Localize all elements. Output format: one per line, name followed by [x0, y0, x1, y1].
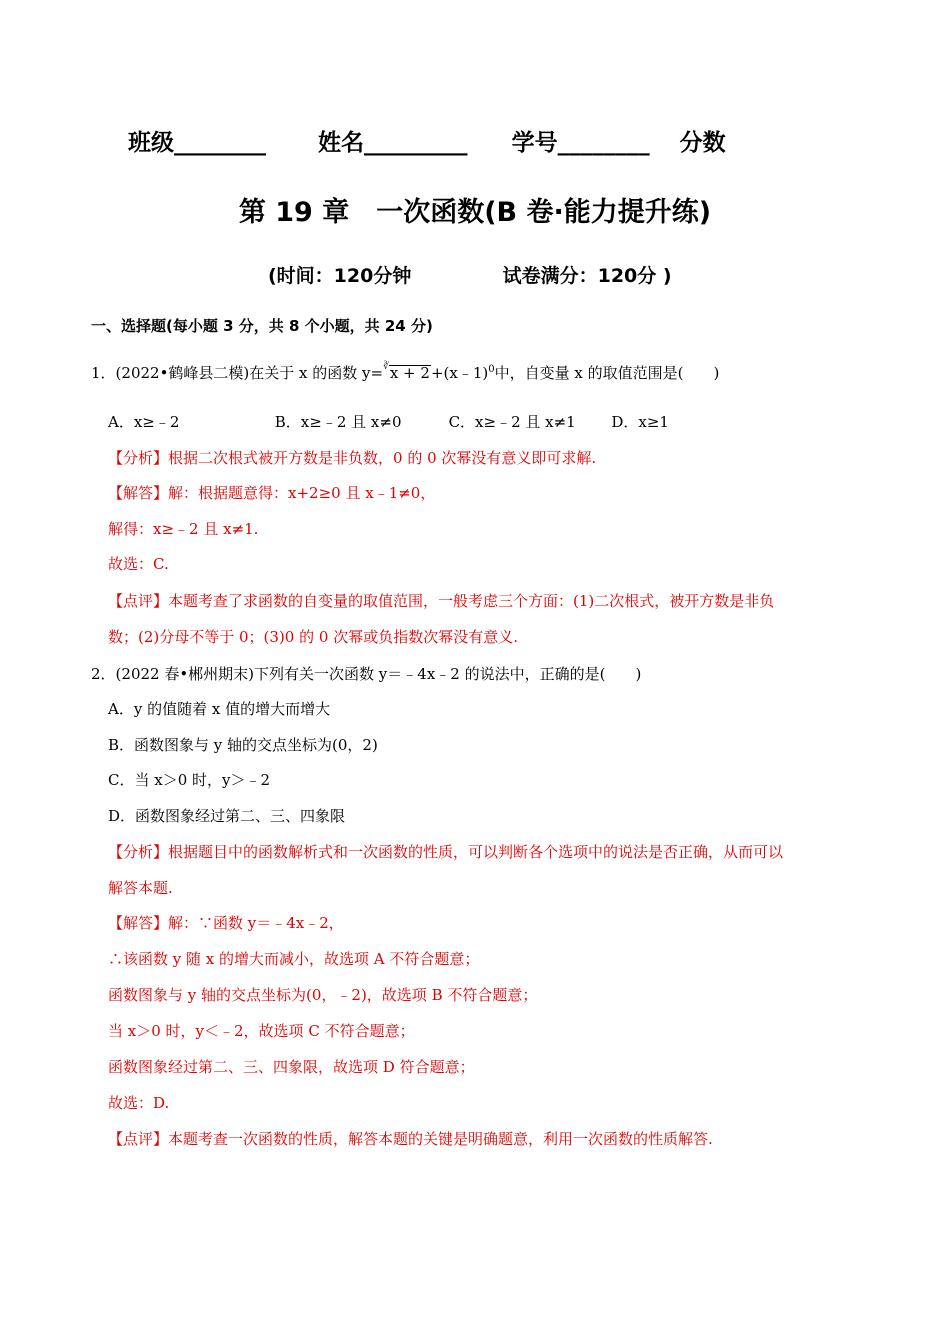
option-a: A．x≥﹣2 [108, 413, 180, 431]
name-label: 姓名_________ [318, 130, 468, 156]
question-1-options [108, 411, 669, 432]
time-limit: (时间：120分钟 [268, 265, 412, 287]
q1-comment: 【点评】本题考查了求函数的自变量的取值范围，一般考虑三个方面：(1)二次根式，被开方数是非负 [108, 592, 775, 610]
student-info-header [128, 124, 726, 157]
q2-answer: 【解答】解：∵函数 y＝﹣4x﹣2， [108, 914, 344, 932]
page-title: 第 19 章 一次函数(B 卷·能力提升练) [238, 197, 712, 228]
q2-answer-line2: ∴该函数 y 随 x 的增大而减小，故选项 A 不符合题意； [108, 950, 480, 968]
q2-answer-line5: 函数图象经过第二、三、四象限，故选项 D 符合题意； [108, 1058, 475, 1076]
q1-analysis: 【分析】根据二次根式被开方数是非负数，0 的 0 次幂没有意义即可求解. [108, 449, 597, 467]
section-heading: 一、选择题(每小题 3 分，共 8 个小题，共 24 分) [91, 317, 433, 335]
q1-comment-cont: 数；(2)分母不等于 0；(3)0 的 0 次幂或负指数次幂没有意义. [108, 628, 518, 646]
question-1-stem: 1．(2022•鹤峰县二模)在关于 x 的函数 y=∛x + 2+(x﹣1)$^0$中，自变量 x 的取值范围是( ) [91, 362, 720, 382]
option-b: B．x≥﹣2 且 x≠0 [274, 413, 402, 431]
q2-answer-line4: 当 x＞0 时，y＜﹣2，故选项 C 不符合题意； [108, 1022, 415, 1040]
radical-expression: x + 2 [389, 364, 430, 382]
q2-comment: 【点评】本题考查一次函数的性质，解答本题的关键是明确题意，利用一次函数的性质解答. [108, 1130, 713, 1148]
q2-choice: 故选：D. [108, 1094, 170, 1112]
score-label: 分数 [679, 130, 726, 156]
q1-answer-result: 解得：x≥﹣2 且 x≠1. [108, 520, 259, 538]
option-c: C．x≥﹣2 且 x≠1 [448, 413, 576, 431]
question-2-stem: 2．(2022 春•郴州期末)下列有关一次函数 y＝﹣4x﹣2 的说法中，正确的是( ) [91, 665, 642, 683]
full-score: 试卷满分：120分 ) [502, 265, 672, 287]
option-d: D．x≥1 [611, 413, 669, 431]
q2-answer-line3: 函数图象与 y 轴的交点坐标为(0，﹣2)，故选项 B 不符合题意； [108, 986, 538, 1004]
q2-option-d: D．函数图象经过第二、三、四象限 [108, 807, 346, 825]
student-id-label: 学号________ [511, 130, 650, 156]
q2-option-b: B．函数图象与 y 轴的交点坐标为(0，2) [108, 736, 378, 754]
q2-option-a: A．y 的值随着 x 值的增大而增大 [108, 700, 331, 718]
q2-option-c: C．当 x＞0 时，y＞﹣2 [108, 771, 271, 789]
q2-analysis-cont: 解答本题. [108, 879, 173, 897]
q2-analysis: 【分析】根据题目中的函数解析式和一次函数的性质，可以判断各个选项中的说法是否正确，从而可以 [108, 843, 784, 861]
exam-meta [268, 261, 672, 288]
class-label: 班级________ [128, 130, 266, 156]
q1-answer: 【解答】解：根据题意得：x+2≥0 且 x﹣1≠0， [108, 484, 436, 502]
q1-choice: 故选：C. [108, 555, 169, 573]
